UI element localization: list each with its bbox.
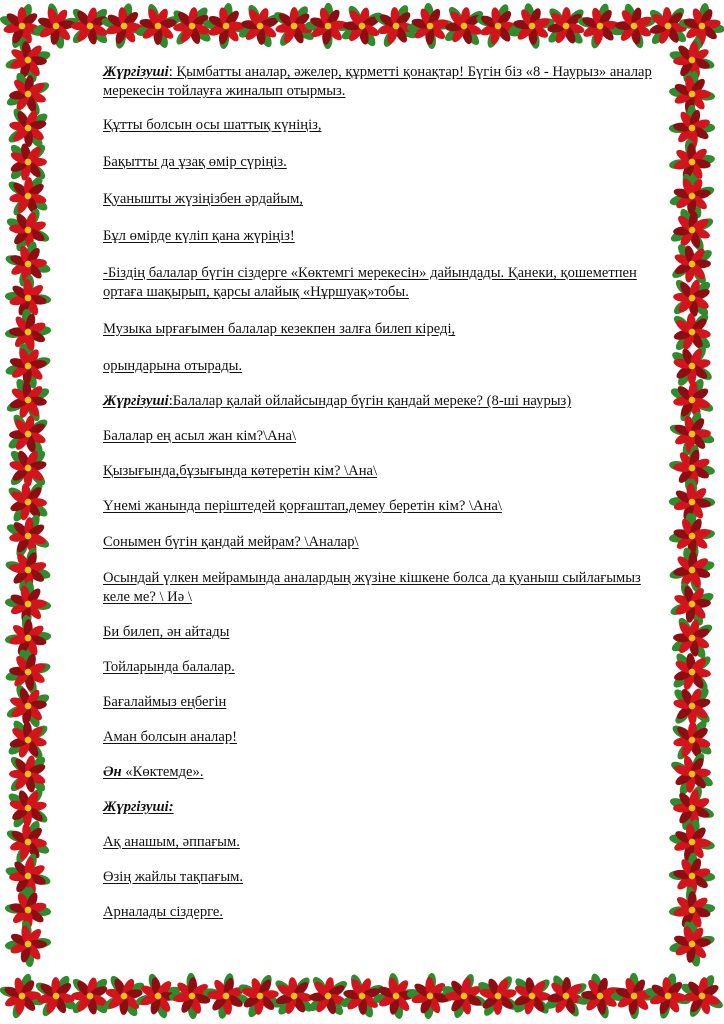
poinsettia-icon — [677, 971, 724, 1021]
paragraph: Аман болсын аналар! — [103, 729, 237, 745]
paragraph: Қуанышты жүзіңізбен әрдайым, — [103, 191, 303, 207]
paragraph: Балалар ең асыл жан кім?\Ана\ — [103, 428, 297, 444]
poinsettia-icon — [5, 785, 51, 831]
poinsettia-icon — [669, 717, 715, 763]
poinsettia-icon — [8, 448, 47, 487]
poinsettia-icon — [5, 717, 51, 763]
poinsettia-icon — [3, 69, 53, 119]
poinsettia-icon — [8, 142, 47, 181]
paragraph: Ақ анашым, әппағым. — [103, 834, 240, 850]
paragraph: Арналады сіздерге. — [103, 904, 224, 920]
poinsettia-icon — [199, 969, 254, 1024]
poinsettia-icon — [475, 973, 522, 1020]
poinsettia-icon — [272, 974, 315, 1017]
paragraph: Сонымен бүгін қандай мейрам? \Аналар\ — [103, 534, 359, 550]
paragraph: Үнемі жанында періштедей қорғаштап,демеу беретін кім? \Ана\ — [103, 498, 502, 514]
paragraph: Құтты болсын осы шаттық күніңіз, — [103, 117, 322, 133]
paragraph: Бағалаймыз еңбегін — [103, 694, 227, 710]
paragraph: Өзің жайлы тақпағым. — [103, 869, 244, 885]
paragraph: Музыка ырғағымен балалар кезекпен залға билеп кіреді, — [103, 321, 456, 337]
poinsettia-icon — [235, 1, 285, 51]
paragraph: Жүргізуші:Балалар қалай ойлайсындар бүгін қандай мереке? (8-ші наурыз) — [103, 393, 572, 409]
poinsettia-icon — [546, 6, 587, 47]
poinsettia-icon — [442, 4, 486, 48]
poinsettia-icon — [671, 277, 713, 319]
poinsettia-icon — [0, 916, 55, 971]
poinsettia-icon — [607, 0, 660, 53]
paragraph: Ән «Көктемде». — [103, 764, 204, 780]
poinsettia-icon — [70, 976, 109, 1015]
poinsettia-icon — [512, 976, 553, 1017]
poinsettia-icon — [670, 650, 713, 693]
poinsettia-icon — [5, 173, 51, 219]
poinsettia-icon — [438, 970, 491, 1023]
paragraph: Осындай үлкен мейрамында аналардың жүзіне кішкене болса да қуаныш сыйлағымыз келе ме? \ Иә \ — [103, 570, 641, 605]
poinsettia-icon — [667, 375, 717, 425]
paragraph: Тойларында балалар. — [103, 659, 235, 675]
poinsettia-icon — [5, 411, 51, 457]
paragraph: Жүргізуші: — [103, 799, 174, 815]
poinsettia-icon — [669, 241, 716, 288]
poinsettia-icon — [667, 749, 717, 799]
poinsettia-icon — [70, 6, 109, 45]
poinsettia-icon — [672, 686, 713, 727]
paragraph: Жүргізуші: Қымбатты аналар, әжелер, құрметті қонақтар! Бүгін біз «8 - Наурыз» аналар мерекесін тойлауға жиналып отырмыз. — [103, 64, 652, 99]
paragraph: -Біздің балалар бүгін сіздерге «Көктемгі мерекесін» дайындады. Қанеки, қошеметпен ортаға шақырып, қарсы алайық «Нұршуақ»тобы. — [103, 265, 637, 300]
paragraph: Би билеп, ән айтады — [103, 624, 230, 640]
poinsettia-icon — [100, 972, 148, 1020]
poinsettia-icon — [667, 205, 717, 255]
poinsettia-icon — [306, 974, 350, 1018]
paragraph: орындарына отырады. — [103, 358, 243, 374]
paragraph: Қызығында,бұзығында көтеретін кім? \Ана\ — [103, 463, 378, 479]
document-body — [103, 63, 658, 922]
poinsettia-icon — [8, 754, 47, 793]
paragraph: Бұл өмірде күліп қана жүріңіз! — [103, 228, 295, 244]
poinsettia-icon — [338, 2, 386, 50]
paragraph: Бақытты да ұзақ өмір сүріңіз. — [103, 154, 287, 170]
poinsettia-icon — [5, 105, 51, 151]
poinsettia-icon — [671, 311, 713, 353]
